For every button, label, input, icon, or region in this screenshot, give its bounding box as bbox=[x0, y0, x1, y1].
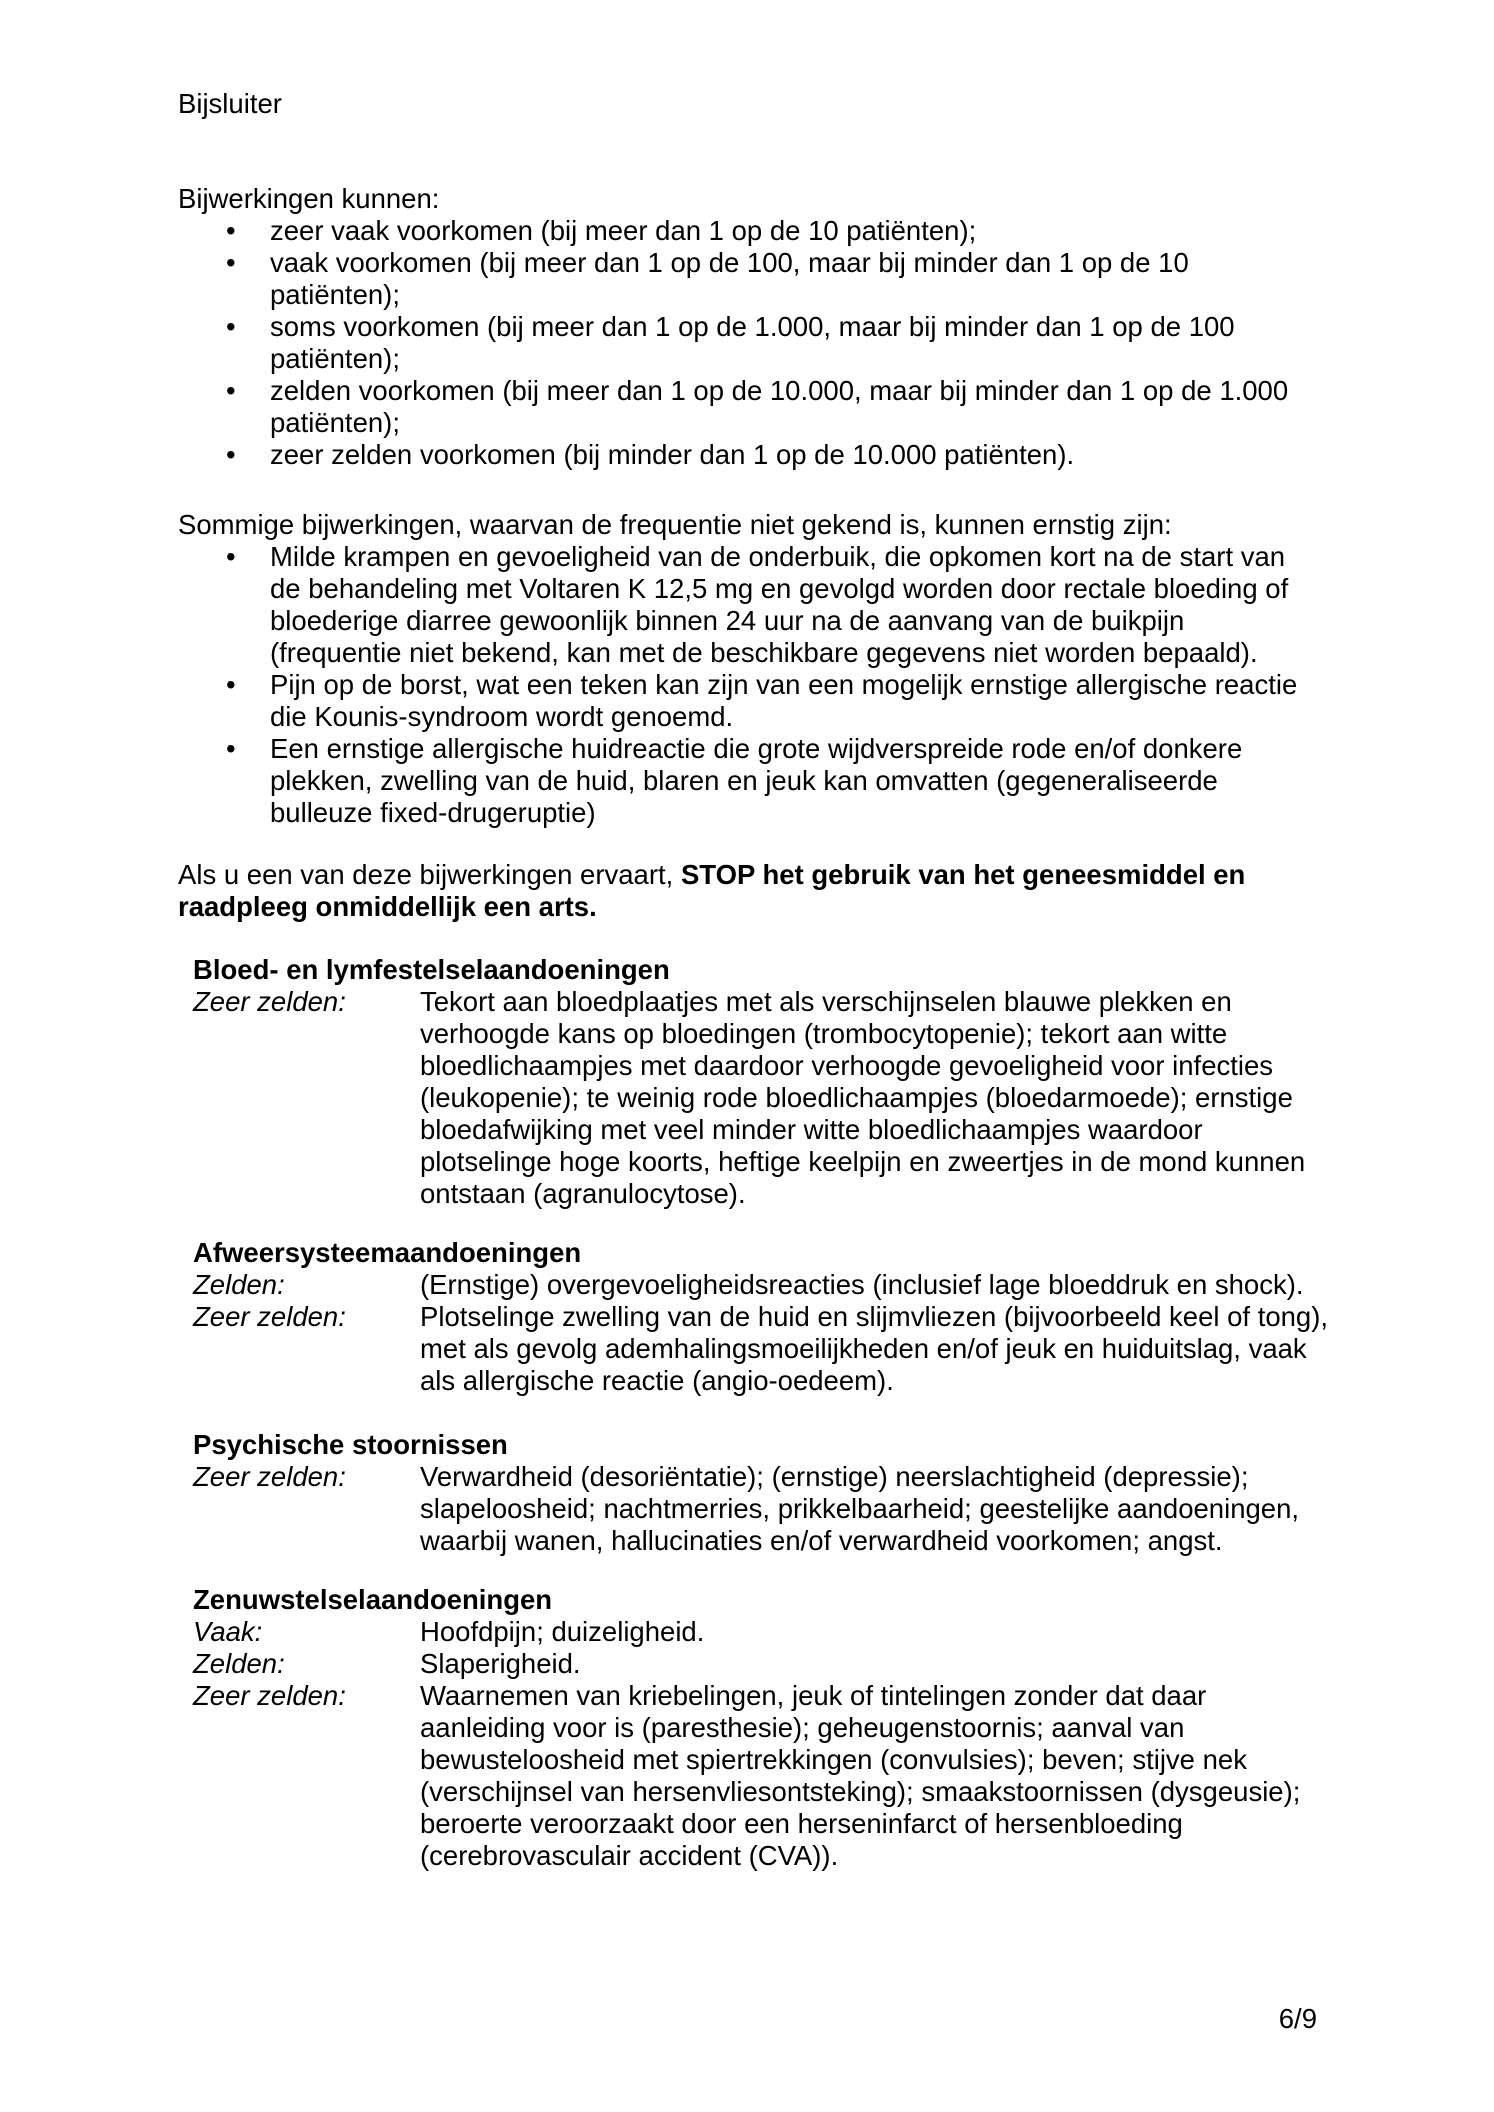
frequency-row bbox=[193, 986, 1316, 1210]
frequency-label: Zelden: bbox=[193, 1648, 285, 1679]
frequency-row bbox=[193, 1680, 1316, 1872]
page-content bbox=[178, 183, 1329, 1872]
frequency-definitions-list bbox=[178, 215, 1310, 471]
frequency-description: Hoofdpijn; duizeligheid. bbox=[420, 1616, 705, 1647]
intro-heading: Bijwerkingen kunnen: bbox=[178, 183, 440, 214]
frequency-label: Zeer zelden: bbox=[193, 1301, 346, 1332]
warning-prefix: Als u een van deze bijwerkingen ervaart, bbox=[178, 859, 681, 890]
frequency-description: Verwardheid (desoriëntatie); (ernstige) neerslachtigheid (depressie); slapeloosheid; nachtmerries, prikkelbaarheid; geestelijke aandoeningen, waarbij wanen, hallucinaties en/of verwardheid voorkomen; angst. bbox=[420, 1461, 1300, 1556]
frequency-row bbox=[193, 1301, 1329, 1397]
doc-header-label: Bijsluiter bbox=[178, 88, 282, 119]
warning-paragraph bbox=[178, 859, 1316, 923]
list-item: • Een ernstige allergische huidreactie die grote wijdverspreide rode en/of donkere plekken, zwelling van de huid, blaren en jeuk kan omvatten (gegeneraliseerde bulleuze fixed-drugeruptie) bbox=[178, 733, 1310, 829]
list-item: • soms voorkomen (bij meer dan 1 op de 1.000, maar bij minder dan 1 op de 100 patiënten); bbox=[178, 311, 1310, 375]
section-blood-lymphatic bbox=[178, 954, 1316, 1210]
section-nervous-system bbox=[178, 1584, 1316, 1872]
frequency-label: Zeer zelden: bbox=[193, 986, 346, 1017]
section-title: Zenuwstelselaandoeningen bbox=[193, 1584, 553, 1615]
frequency-row bbox=[193, 1648, 1316, 1680]
frequency-row bbox=[193, 1461, 1316, 1557]
section-psychiatric bbox=[178, 1429, 1316, 1557]
warning-bold-text: STOP het gebruik van het geneesmiddel en raadpleeg onmiddellijk een arts. bbox=[178, 859, 1246, 922]
list-item: • zeer zelden voorkomen (bij minder dan 1 op de 10.000 patiënten). bbox=[178, 439, 1310, 471]
frequency-label: Zeer zelden: bbox=[193, 1461, 346, 1492]
frequency-description: Tekort aan bloedplaatjes met als verschijnselen blauwe plekken en verhoogde kans op bloedingen (trombocytopenie); tekort aan witte bloedlichaampjes met daardoor verhoogde gevoeligheid voor infecties (leukopenie); te weinig rode bloedlichaampjes (bloedarmoede); ernstige bloedafwijking met veel minder witte bloedlichaampjes waardoor plotselinge hoge koorts, heftige keelpijn en zweertjes in de mond kunnen ontstaan (agranulocytose). bbox=[420, 986, 1306, 1209]
frequency-row bbox=[193, 1269, 1316, 1301]
serious-intro: Sommige bijwerkingen, waarvan de frequentie niet gekend is, kunnen ernstig zijn: bbox=[178, 509, 1172, 540]
section-title: Psychische stoornissen bbox=[193, 1429, 508, 1460]
frequency-label: Vaak: bbox=[193, 1616, 263, 1647]
list-item: • Milde krampen en gevoeligheid van de onderbuik, die opkomen kort na de start van de behandeling met Voltaren K 12,5 mg en gevolgd worden door rectale bloeding of bloederige diarree gewoonlijk binnen 24 uur na de aanvang van de buikpijn (frequentie niet bekend, kan met de beschikbare gegevens niet worden bepaald). bbox=[178, 541, 1310, 669]
section-immune-system bbox=[178, 1237, 1329, 1397]
frequency-description: Plotselinge zwelling van de huid en slijmvliezen (bijvoorbeeld keel of tong), met als gevolg ademhalingsmoeilijkheden en/of jeuk en huiduitslag, vaak als allergische reactie (angio-oedeem). bbox=[420, 1301, 1329, 1396]
section-title: Bloed- en lymfestelselaandoeningen bbox=[193, 954, 670, 985]
serious-effects-list bbox=[178, 541, 1310, 829]
list-item: • zeer vaak voorkomen (bij meer dan 1 op de 10 patiënten); bbox=[178, 215, 1310, 247]
list-item: • vaak voorkomen (bij meer dan 1 op de 100, maar bij minder dan 1 op de 10 patiënten); bbox=[178, 247, 1310, 311]
frequency-description: Waarnemen van kriebelingen, jeuk of tintelingen zonder dat daar aanleiding voor is (paresthesie); geheugenstoornis; aanval van bewusteloosheid met spiertrekkingen (convulsies); beven; stijve nek (verschijnsel van hersenvliesontsteking); smaakstoornissen (dysgeusie); beroerte veroorzaakt door een herseninfarct of hersenbloeding (cerebrovasculair accident (CVA)). bbox=[420, 1680, 1301, 1871]
frequency-row bbox=[193, 1616, 1316, 1648]
frequency-label: Zelden: bbox=[193, 1269, 285, 1300]
frequency-description: (Ernstige) overgevoeligheidsreacties (inclusief lage bloeddruk en shock). bbox=[420, 1269, 1304, 1300]
list-item: • Pijn op de borst, wat een teken kan zijn van een mogelijk ernstige allergische reactie die Kounis-syndroom wordt genoemd. bbox=[178, 669, 1310, 733]
frequency-label: Zeer zelden: bbox=[193, 1680, 346, 1711]
section-title: Afweersysteemaandoeningen bbox=[193, 1237, 582, 1268]
frequency-description: Slaperigheid. bbox=[420, 1648, 581, 1679]
page-number: 6/9 bbox=[1278, 2003, 1317, 2034]
list-item: • zelden voorkomen (bij meer dan 1 op de 10.000, maar bij minder dan 1 op de 1.000 patiënten); bbox=[178, 375, 1310, 439]
